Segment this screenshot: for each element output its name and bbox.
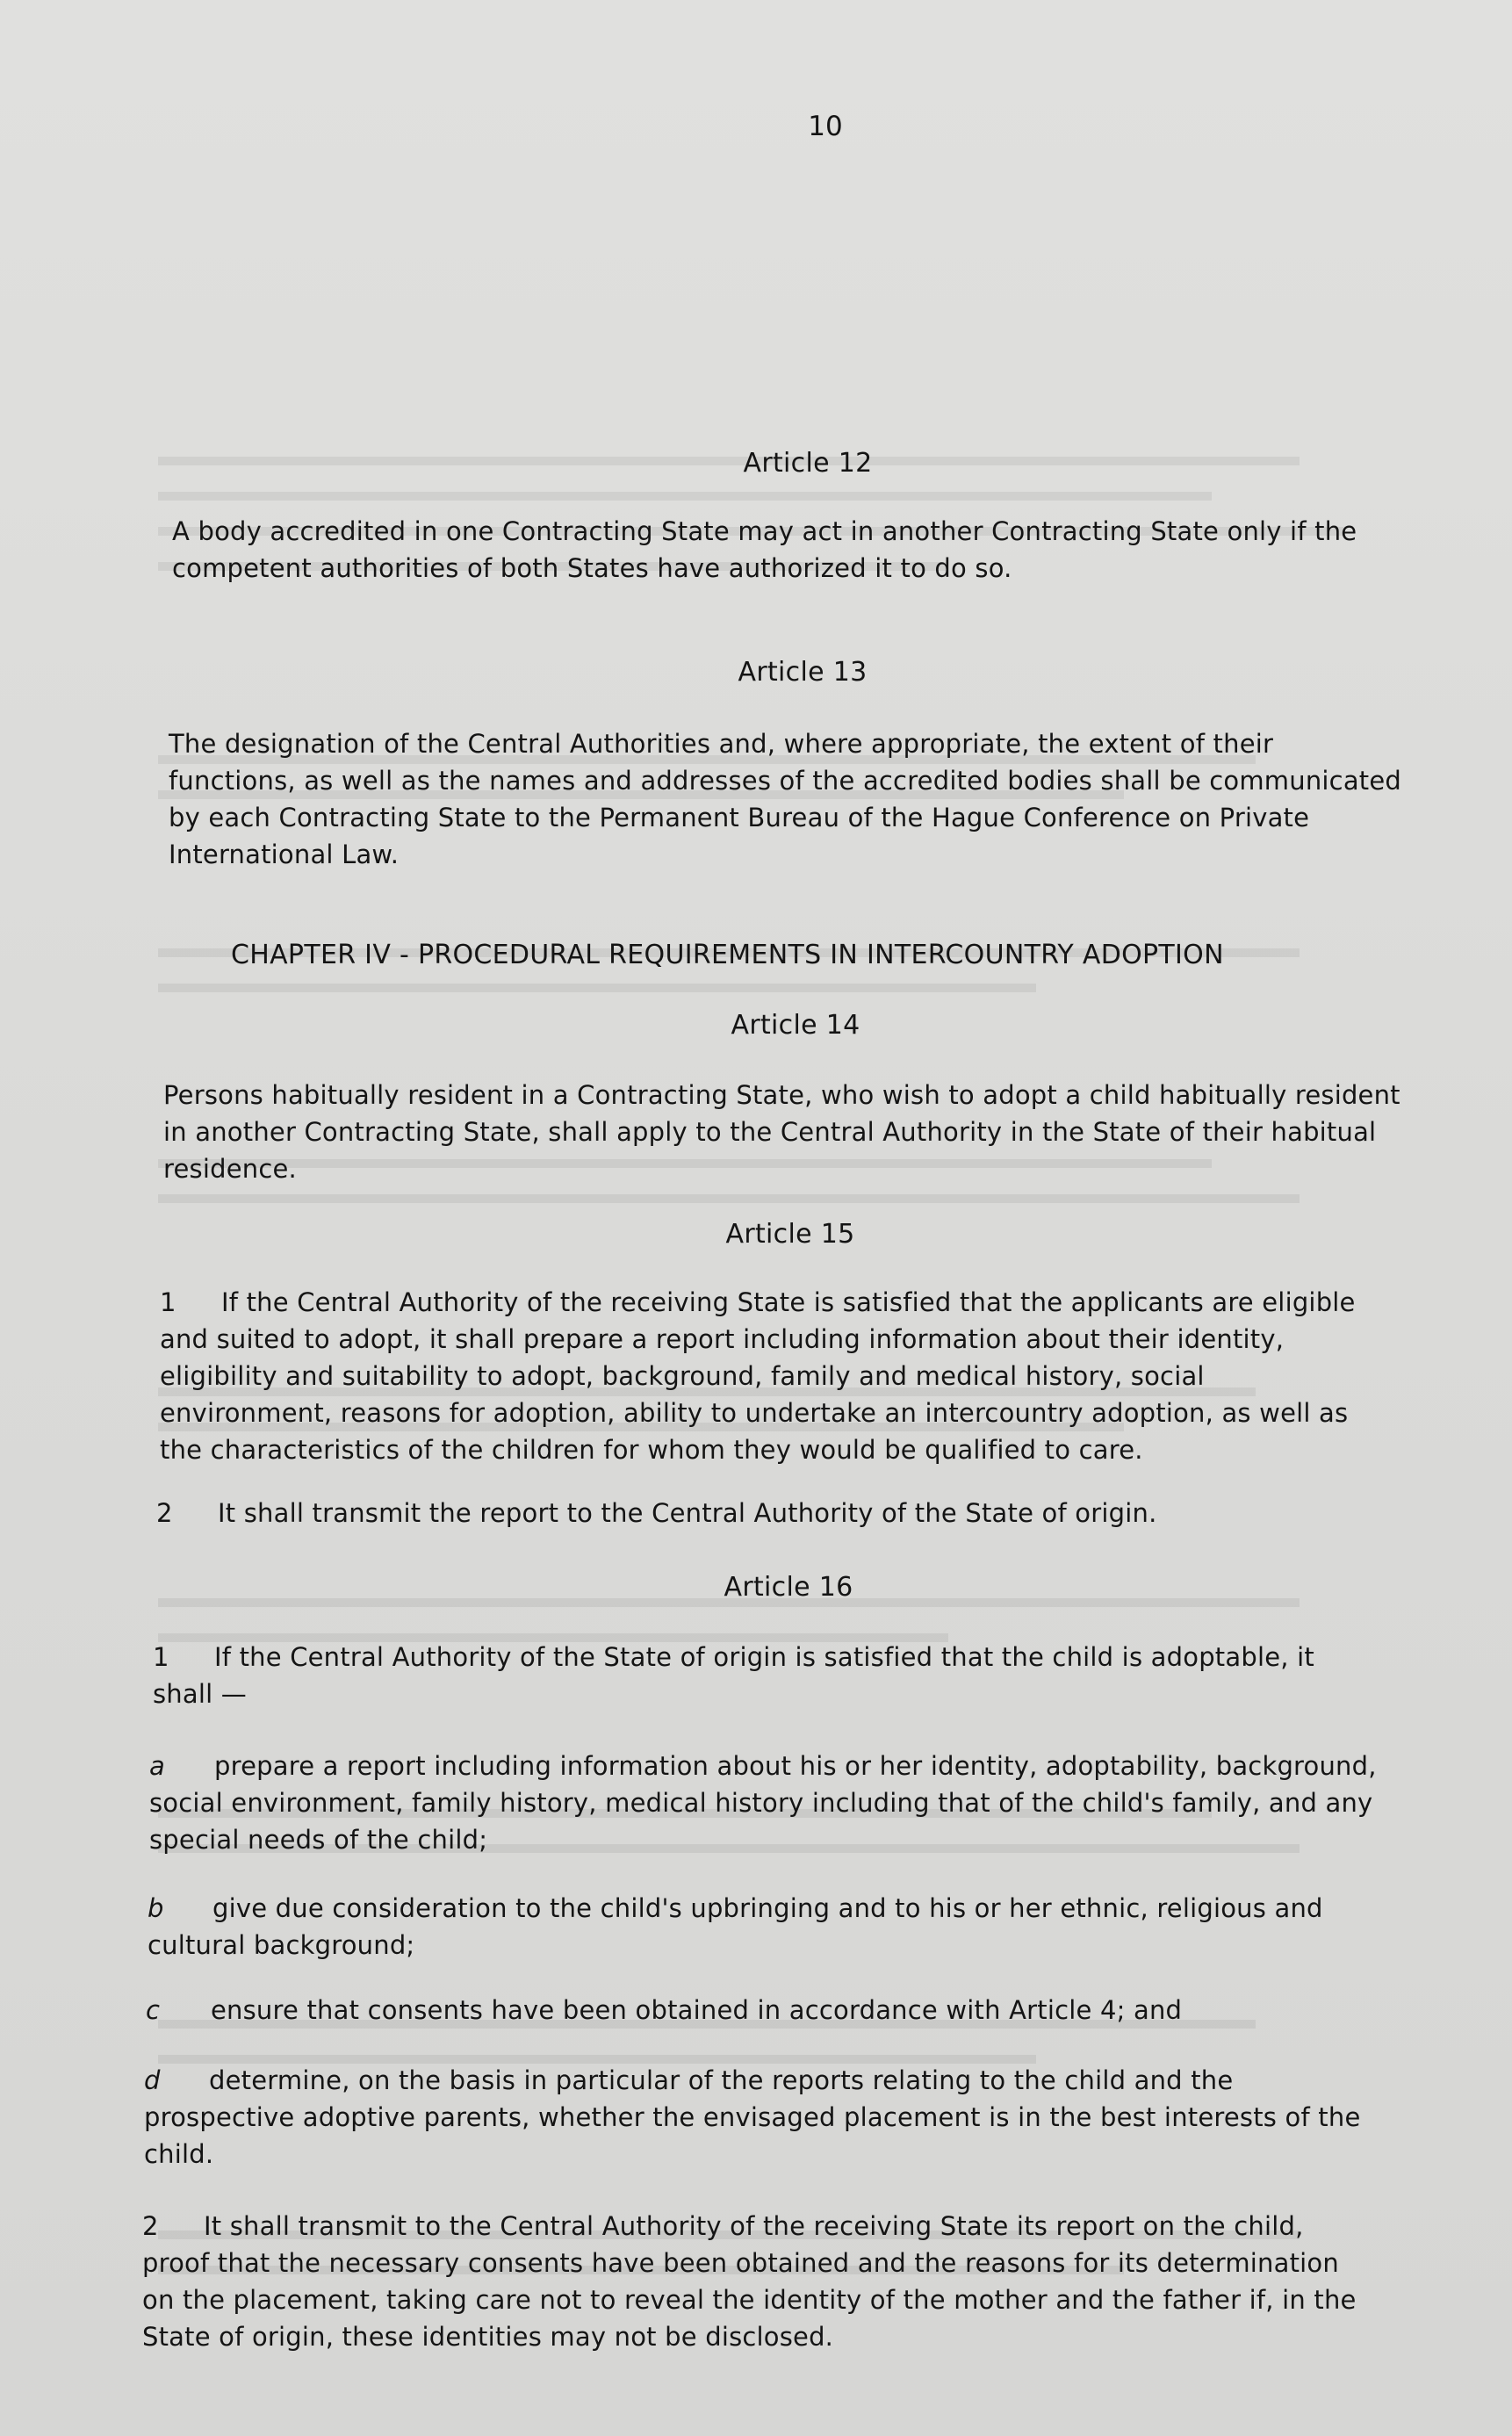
- item-letter: b: [148, 1893, 164, 1923]
- item-letter: a: [149, 1751, 165, 1781]
- paragraph-text: It shall transmit the report to the Central Authority of the State of origin.: [218, 1498, 1157, 1528]
- article-16-item-a: [149, 1748, 1379, 1858]
- article-16-item-b: [148, 1890, 1377, 1964]
- article-12-text: A body accredited in one Contracting State may act in another Contracting State only if the competent authorities of both States have authorized it to do so.: [172, 516, 1357, 583]
- paragraph-number: 1: [153, 1642, 169, 1672]
- article-16-paragraph-2: [142, 2208, 1372, 2355]
- article-15-heading: Article 15: [725, 1219, 855, 1250]
- paragraph-number: 2: [156, 1498, 173, 1528]
- paragraph-number: 1: [160, 1287, 176, 1317]
- paragraph-number: 2: [142, 2211, 159, 2241]
- item-letter: c: [146, 1995, 161, 2025]
- article-16-item-d: [144, 2062, 1373, 2173]
- item-text: give due consideration to the child's upbringing and to his or her ethnic, religious and cultural background;: [148, 1893, 1323, 1960]
- item-text: determine, on the basis in particular of the reports relating to the child and the prospective adoptive parents, whether the envisaged placement is in the best interests of the child.: [144, 2065, 1361, 2169]
- page-number: 10: [808, 111, 843, 142]
- item-text: prepare a report including information about his or her identity, adoptability, background, social environment, family history, medical history including that of the child's family, and any special needs of the child;: [149, 1751, 1377, 1855]
- article-16-item-c: [146, 1992, 1393, 2029]
- article-12-heading: Article 12: [743, 448, 873, 479]
- article-15-paragraph-1: [160, 1284, 1372, 1468]
- paragraph-text: It shall transmit to the Central Authority of the receiving State its report on the child, proof that the necessary consents have been obtained and the reasons for its determination on the placement, taking care not to reveal the identity of the mother and the father if, in the State of origin, these identities may not be disclosed.: [142, 2211, 1357, 2352]
- article-16-heading: Article 16: [724, 1572, 853, 1603]
- article-13-heading: Article 13: [738, 657, 868, 688]
- paragraph-text: If the Central Authority of the State of origin is satisfied that the child is adoptable, it shall —: [153, 1642, 1314, 1709]
- article-13-text: The designation of the Central Authorities and, where appropriate, the extent of their functions, as well as the names and addresses of the accredited bodies shall be communicated by each Contracting State to the Permanent Bureau of the Hague Conference on Private International Law.: [169, 729, 1402, 869]
- article-14-text: Persons habitually resident in a Contracting State, who wish to adopt a child habitually resident in another Contracting State, shall apply to the Central Authority in the State of their habitual residence.: [163, 1080, 1400, 1184]
- article-14-heading: Article 14: [731, 1010, 860, 1041]
- item-text: ensure that consents have been obtained in accordance with Article 4; and: [211, 1995, 1183, 2025]
- item-letter: d: [144, 2065, 161, 2095]
- article-16-paragraph-1: [153, 1639, 1382, 1712]
- chapter-heading: CHAPTER IV - PROCEDURAL REQUIREMENTS IN INTERCOUNTRY ADOPTION: [231, 940, 1224, 970]
- paragraph-text: If the Central Authority of the receiving State is satisfied that the applicants are eligible and suited to adopt, it shall prepare a report including information about their identity, eligibility and suitability to adopt, background, family and medical history, social environment, reasons for adoption, ability to undertake an intercountry adoption, as well as the characteristics of the children for whom they would be qualified to care.: [160, 1287, 1356, 1465]
- article-15-paragraph-2: [156, 1495, 1403, 1532]
